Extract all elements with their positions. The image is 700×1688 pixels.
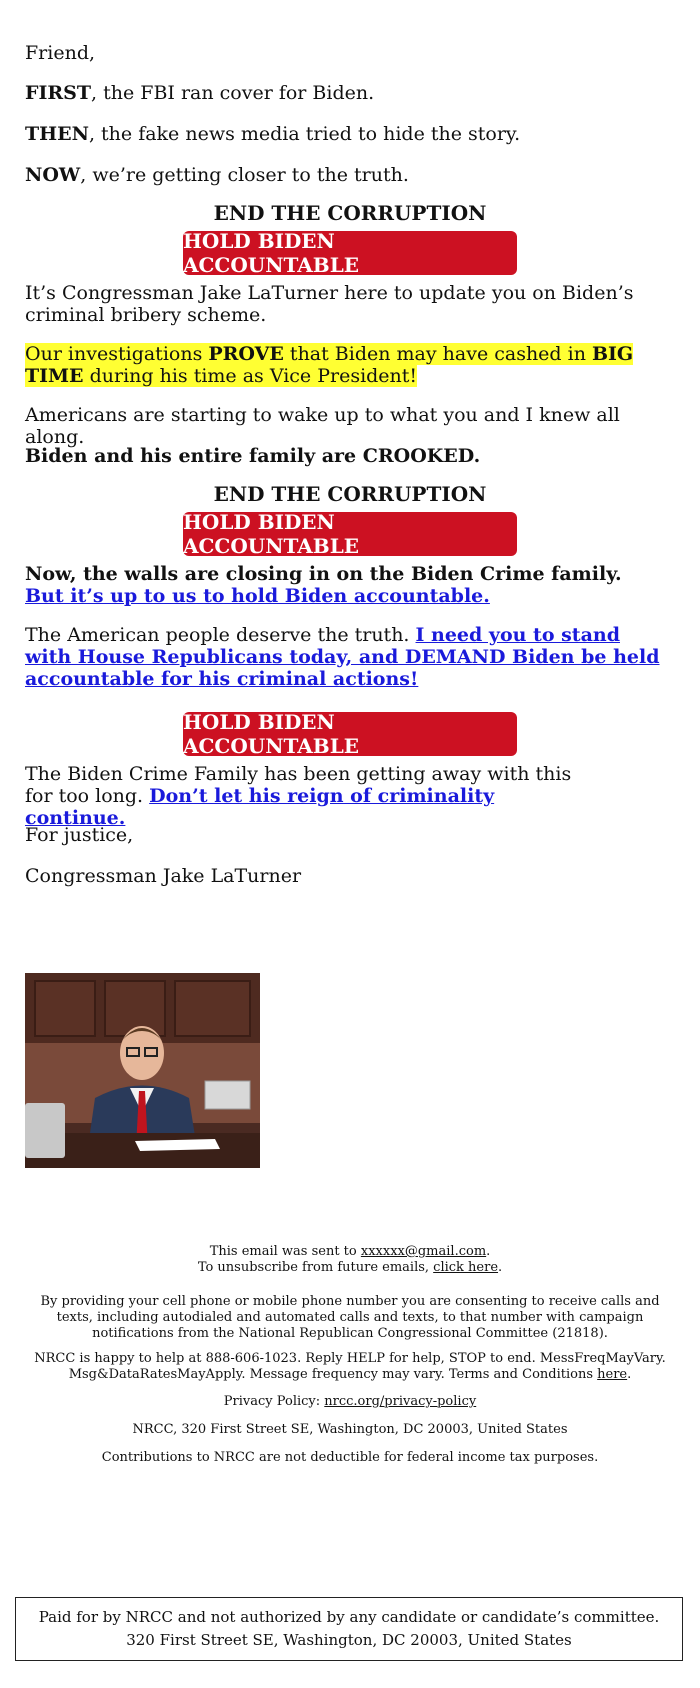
recipient-email-link[interactable]: xxxxxx@gmail.com xyxy=(360,1244,487,1259)
hold-biden-accountable-button-3[interactable]: HOLD BIDEN ACCOUNTABLE xyxy=(183,712,517,756)
unsub-prefix: To unsubscribe from future emails, xyxy=(197,1260,434,1275)
privacy-prefix: Privacy Policy: xyxy=(223,1394,325,1409)
intro-paragraph: It’s Congressman Jake LaTurner here to update you on Biden’s criminal bribery scheme. xyxy=(25,282,634,326)
crooked-paragraph: Biden and his entire family are CROOKED. xyxy=(25,445,481,467)
line-then-rest: , the fake news media tried to hide the story. xyxy=(88,123,521,145)
crime-family-text: The Biden Crime Family has been getting away with this for too long. xyxy=(25,763,572,807)
congressman-photo-illustration xyxy=(25,973,260,1168)
highlight-big-time: BIG TIME xyxy=(25,343,634,387)
highlight-part1: Our investigations xyxy=(25,343,209,365)
footer-address: NRCC, 320 First Street SE, Washington, DC 20003, United States xyxy=(132,1422,568,1437)
crime-family-paragraph xyxy=(25,763,585,829)
walls-text: Now, the walls are closing in on the Biden Crime family. xyxy=(25,563,622,585)
line-now-rest: , we’re getting closer to the truth. xyxy=(80,164,409,186)
truth-link[interactable]: I need you to stand with House Republicans today, and DEMAND Biden be held accountable for his criminal actions! xyxy=(25,624,660,690)
end-corruption-heading-2: END THE CORRUPTION xyxy=(213,482,487,506)
end-corruption-heading-1: END THE CORRUPTION xyxy=(213,201,487,225)
wake-up-paragraph: Americans are starting to wake up to what you and I knew all along. xyxy=(25,404,620,448)
help-suffix: . xyxy=(627,1367,632,1382)
sent-suffix: . xyxy=(486,1244,491,1259)
line-then-lead: THEN xyxy=(25,123,89,145)
footer-contributions: Contributions to NRCC are not deductible for federal income tax purposes. xyxy=(101,1450,599,1465)
signature: Congressman Jake LaTurner xyxy=(25,865,302,887)
line-now xyxy=(25,164,409,186)
privacy-policy-link[interactable]: nrcc.org/privacy-policy xyxy=(324,1394,477,1409)
footer-help xyxy=(25,1351,675,1383)
sent-prefix: This email was sent to xyxy=(209,1244,361,1259)
greeting: Friend, xyxy=(25,42,96,64)
terms-link[interactable]: here xyxy=(597,1367,628,1382)
help-text: NRCC is happy to help at 888-606-1023. Reply HELP for help, STOP to end. MessFreqMayVary. Msg&DataRatesMayApply. Message frequency may vary. Terms and Conditions xyxy=(34,1351,666,1382)
truth-text: The American people deserve the truth. xyxy=(25,624,416,646)
line-now-lead: NOW xyxy=(25,164,81,186)
paid-for-disclaimer: Paid for by NRCC and not authorized by any candidate or candidate’s committee. 320 First Street SE, Washington, DC 20003, United States xyxy=(15,1597,683,1661)
congressman-photo xyxy=(25,973,260,1168)
highlight-prove: PROVE xyxy=(208,343,284,365)
line-then xyxy=(25,123,520,145)
walls-link[interactable]: But it’s up to us to hold Biden accountable. xyxy=(25,585,490,607)
unsubscribe-link[interactable]: click here xyxy=(433,1260,499,1275)
line-first-lead: FIRST xyxy=(25,82,92,104)
footer-consent: By providing your cell phone or mobile phone number you are consenting to receive calls and texts, including autodialed and automated calls and texts, to that number with campaign notifications from the National Republican Congressional Committee (21818). xyxy=(40,1294,660,1341)
unsub-suffix: . xyxy=(498,1260,503,1275)
footer-privacy xyxy=(25,1394,675,1410)
highlight-part2: that Biden may have cashed in xyxy=(283,343,592,365)
hold-biden-accountable-button-2[interactable]: HOLD BIDEN ACCOUNTABLE xyxy=(183,512,517,556)
truth-paragraph xyxy=(25,624,665,690)
walls-paragraph xyxy=(25,563,665,607)
line-first-rest: , the FBI ran cover for Biden. xyxy=(91,82,375,104)
hold-biden-accountable-button-1[interactable]: HOLD BIDEN ACCOUNTABLE xyxy=(183,231,517,275)
footer-sent-to xyxy=(25,1244,675,1276)
line-first xyxy=(25,82,374,104)
highlight-part3: during his time as Vice President! xyxy=(83,365,418,387)
closing: For justice, xyxy=(25,824,134,846)
highlight-paragraph xyxy=(25,343,665,387)
crime-family-link[interactable]: Don’t let his reign of criminality continue. xyxy=(25,785,495,829)
